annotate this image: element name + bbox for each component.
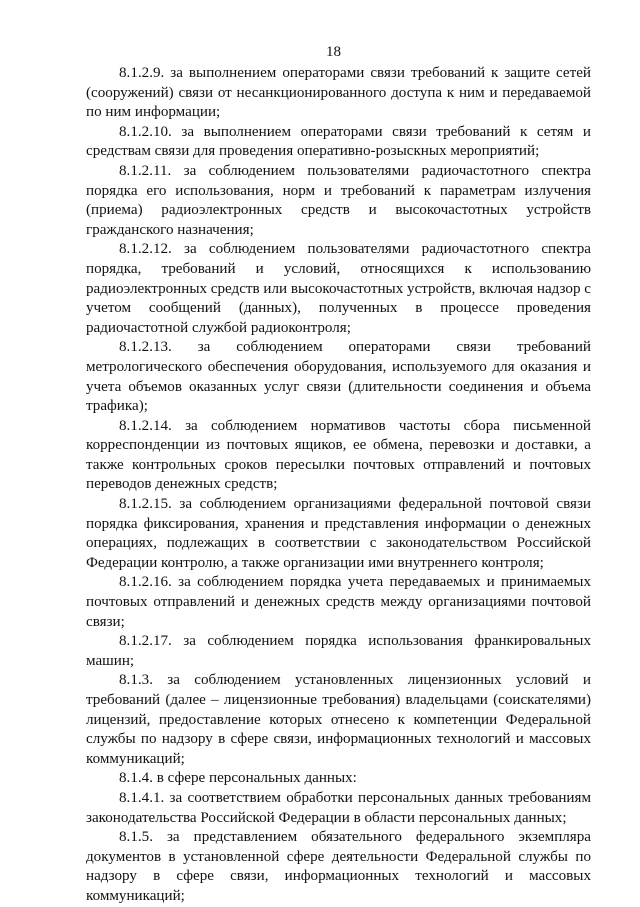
- paragraph-8-1-2-15: 8.1.2.15. за соблюдением организациями федеральной почтовой связи порядка фиксирования, хранения и представления информации о денежных операциях, подлежащих в соответствии с законодательством Российской Федерации контролю, а также организации ими внутреннего контроля;: [86, 496, 591, 571]
- paragraph-8-1-2-17: 8.1.2.17. за соблюдением порядка использования франкировальных машин;: [86, 633, 591, 669]
- paragraph-8-1-2-14: 8.1.2.14. за соблюдением нормативов частоты сбора письменной корреспонденции из почтовых ящиков, ее обмена, перевозки и доставки, а также контрольных сроков пересылки почтовых отправлений и почтовых переводов денежных средств;: [86, 417, 591, 493]
- paragraph-8-1-4: 8.1.4. в сфере персональных данных:: [119, 770, 357, 787]
- paragraph-8-1-5: 8.1.5. за представлением обязательного федерального экземпляра документов в установленной сфере деятельности Федеральной службы по надзору в сфере связи, информационных технологий и массовых коммуникаций;: [86, 829, 591, 904]
- paragraph-8-1-2-11: 8.1.2.11. за соблюдением пользователями радиочастотного спектра порядка его использования, норм и требований к параметрам излучения (приема) радиоэлектронных средств и высокочастотных устройств гражданского назначения;: [86, 162, 591, 238]
- paragraph-8-1-2-9: 8.1.2.9. за выполнением операторами связи требований к защите сетей (сооружений) связи от несанкционированного доступа к ним и передаваемой по ним информации;: [86, 65, 591, 121]
- paragraph-8-1-2-13: 8.1.2.13. за соблюдением операторами связи требований метрологического обеспечения оборудования, используемого для оказания и учета объемов оказанных услуг связи (длительности соединения и объема трафика);: [86, 339, 591, 415]
- paragraph-8-1-4-1: 8.1.4.1. за соответствием обработки персональных данных требованиям законодательства Российской Федерации в области персональных данных;: [86, 789, 591, 826]
- paragraph-8-1-2-16: 8.1.2.16. за соблюдением порядка учета передаваемых и принимаемых почтовых отправлений и денежных средств между организациями почтовой связи;: [86, 574, 591, 630]
- paragraph-8-1-3: 8.1.3. за соблюдением установленных лицензионных условий и требований (далее – лицензионные требования) владельцами (соискателями) лицензий, предоставление которых отнесено к компетенции Федеральной службы по надзору в сфере связи, информационных технологий и массовых коммуникаций;: [86, 672, 591, 767]
- paragraph-8-1-2-10: 8.1.2.10. за выполнением операторами связи требований к сетям и средствам связи для проведения оперативно-розыскных мероприятий;: [86, 123, 591, 160]
- paragraph-8-1-2-12: 8.1.2.12. за соблюдением пользователями радиочастотного спектра порядка, требований и условий, относящихся к использованию радиоэлектронных средств или высокочастотных устройств, включая надзор с учетом сообщений (данных), полученных в процессе проведения радиочастотной службой радиоконтроля;: [86, 241, 591, 336]
- document-page: [86, 0, 591, 907]
- page-number: 18: [325, 44, 342, 60]
